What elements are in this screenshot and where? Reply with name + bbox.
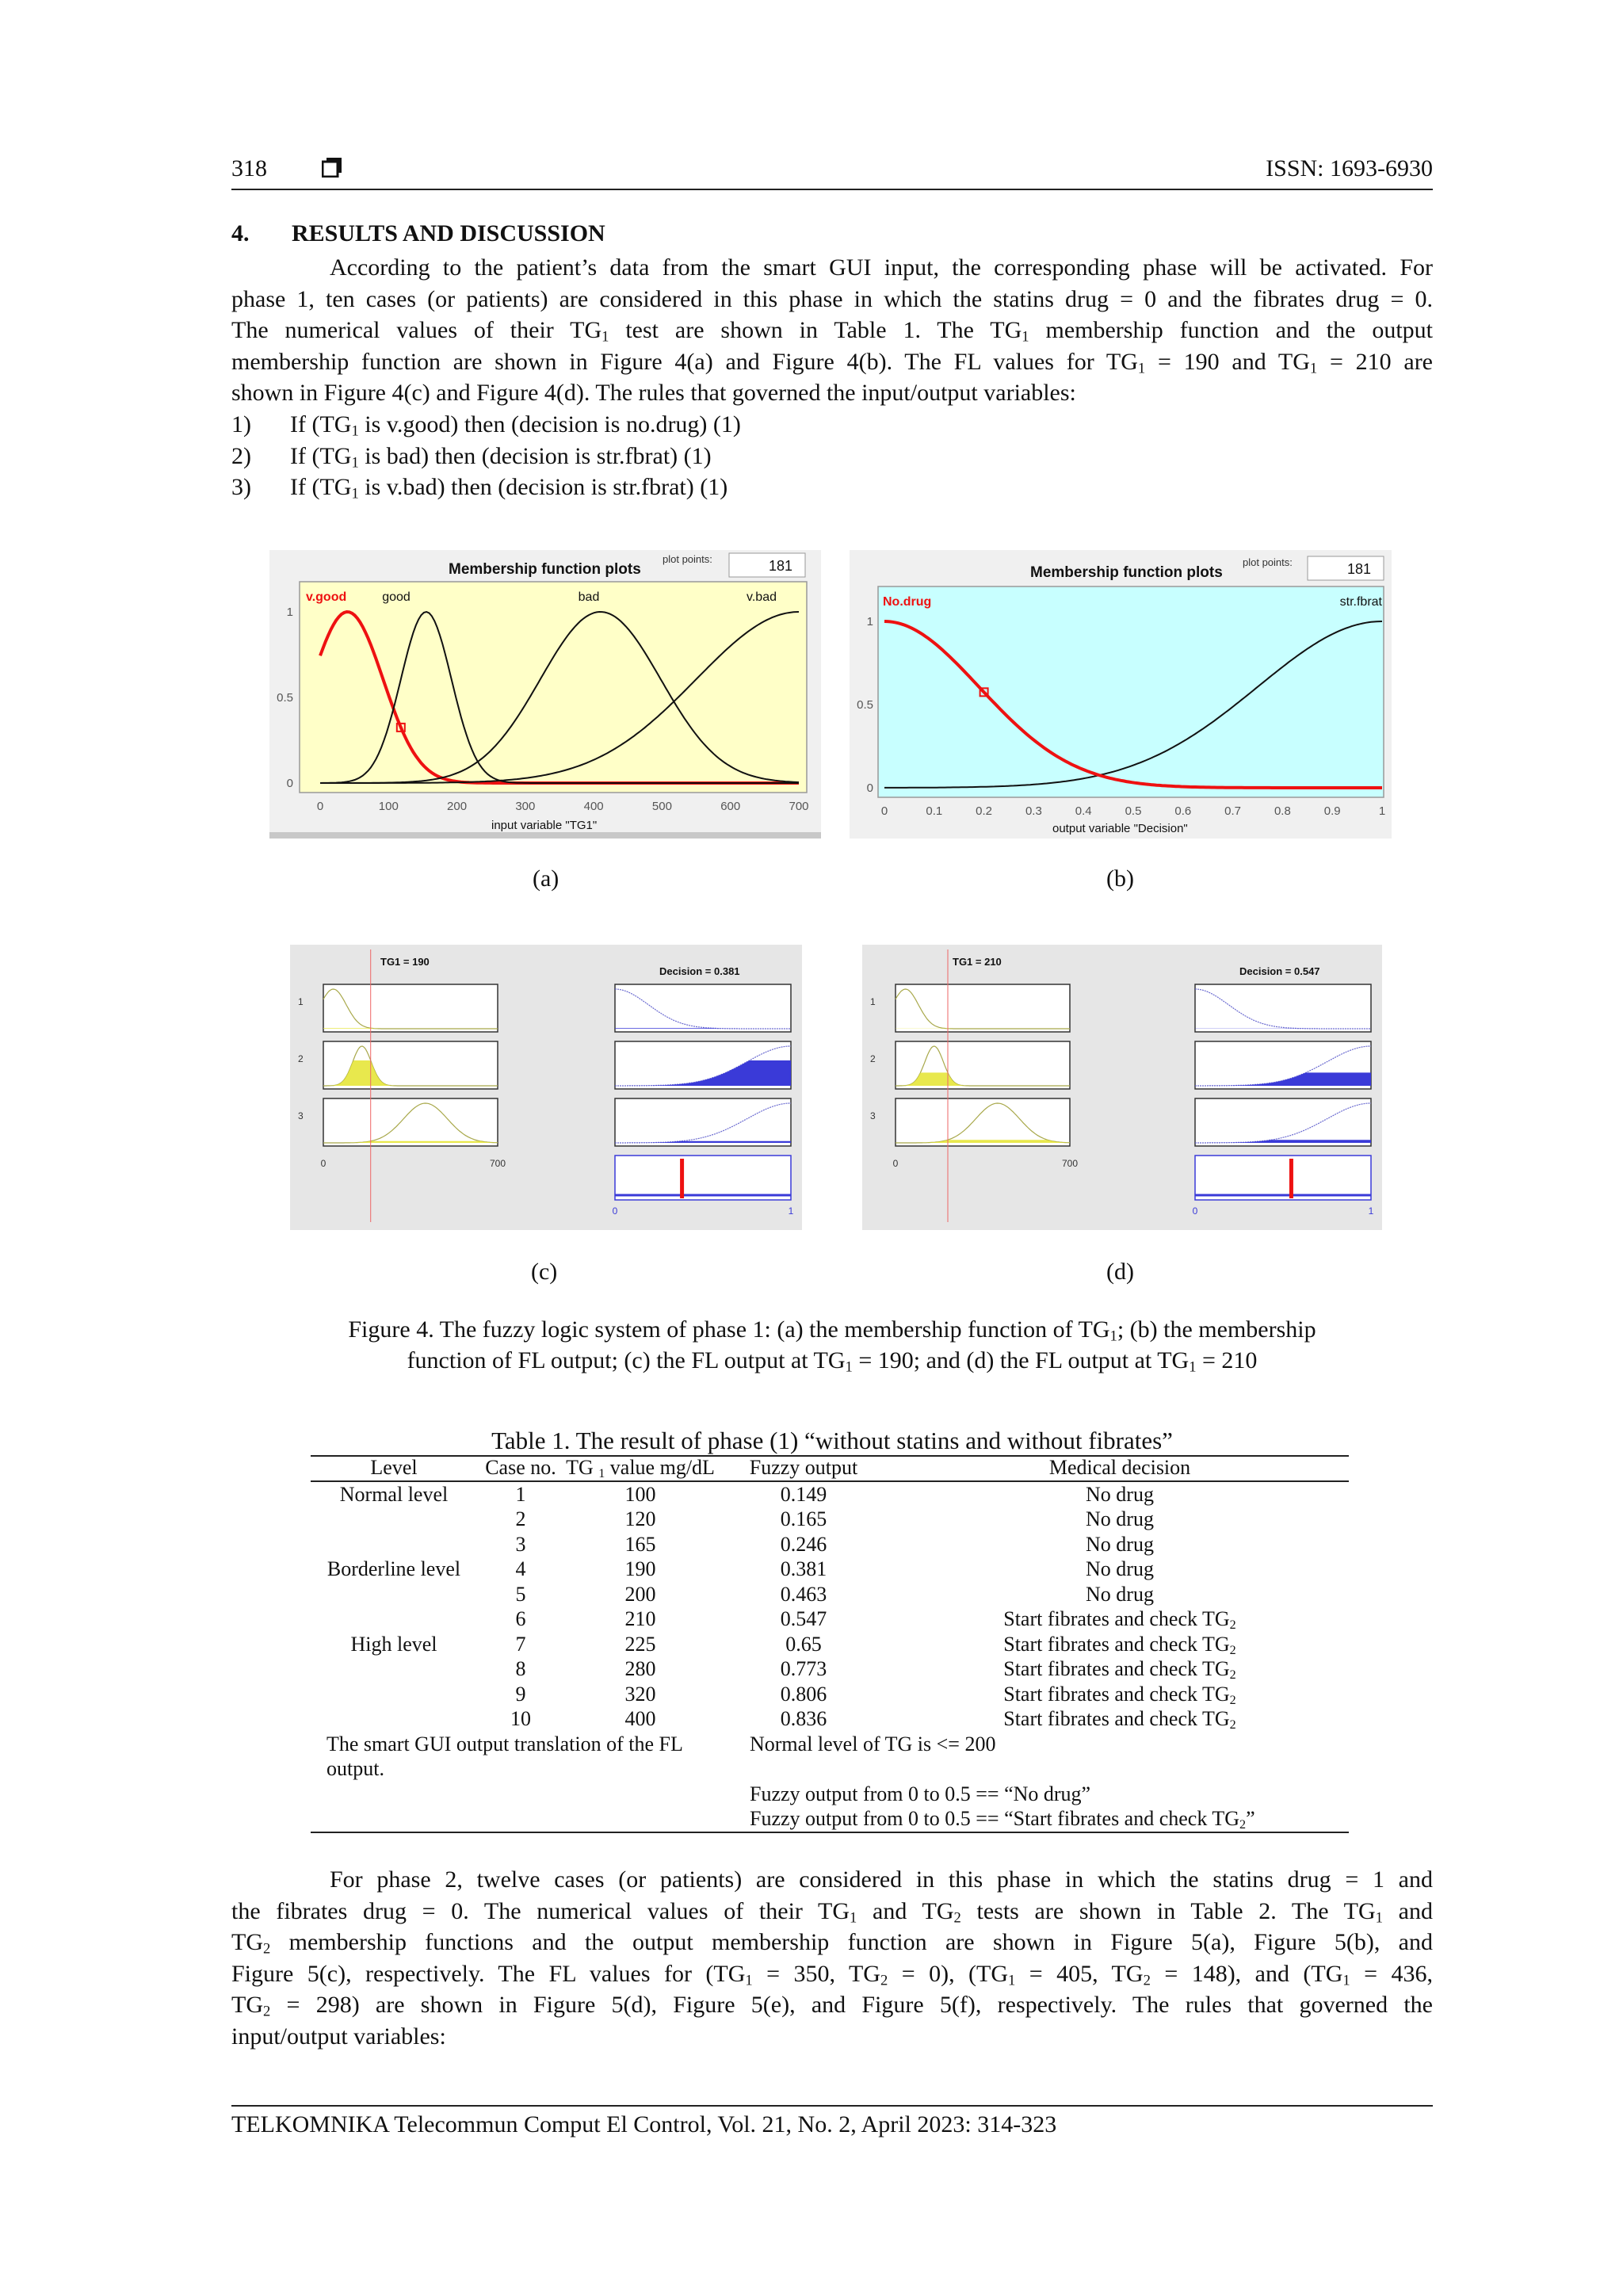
tg-cell: 320 <box>624 1682 656 1706</box>
fuzzy-cell: 0.806 <box>780 1682 827 1706</box>
output-value-title: Decision = 0.547 <box>1239 965 1320 977</box>
x-tick-label: 1 <box>1378 804 1386 818</box>
x-tick-label: 600 <box>720 800 741 813</box>
rule-row-label: 1 <box>870 996 876 1007</box>
x-tick-label: 0.7 <box>1224 804 1242 818</box>
p2-line: Figure 5(c), respectively. The FL values for ($TG_1 = 350$, $TG_2 = 0$), ($TG_1 = 405$, $TG_2 = 148$), and ($TG_1 = 436$, <box>231 1960 1434 1989</box>
case-cell: 1 <box>515 1482 526 1506</box>
y-tick-label: 0 <box>866 781 873 795</box>
plot-points-field[interactable] <box>729 553 805 577</box>
p1-line: shown in Figure 4(c) and Figure 4(d). The rules that governed the input/output variables: <box>231 380 1076 406</box>
page-number: 318 <box>231 155 267 181</box>
x-tick-label: 0.3 <box>1025 804 1042 818</box>
table-row <box>311 1481 1349 1507</box>
tg-cell: 210 <box>624 1607 656 1630</box>
table-row <box>311 1507 1349 1532</box>
mf-label: str.fbrat <box>1339 595 1382 609</box>
output-rule-box[interactable] <box>1195 1098 1371 1146</box>
output-tick-label: 0 <box>1192 1205 1198 1217</box>
footer-note-2: Fuzzy output from 0 to 0.5 == “No drug” <box>750 1782 1091 1805</box>
input-tick-label: 0 <box>320 1158 327 1169</box>
footer-rule <box>231 2105 1433 2107</box>
case-cell: 4 <box>515 1557 526 1580</box>
output-tick-label: 0 <box>612 1205 618 1217</box>
input-value-title: TG1 = 210 <box>953 956 1002 968</box>
plot-title: Membership function plots <box>449 561 641 578</box>
fuzzy-cell: 0.65 <box>785 1632 822 1656</box>
x-tick-label: 100 <box>378 800 399 813</box>
y-tick-label: 0.5 <box>277 691 293 705</box>
p2-line: the fibrates drug = 0. The numerical values of their $TG_1$ and $TG_2$ tests are shown in Table 2. The $TG_1$ and <box>231 1897 1433 1927</box>
x-axis-label: input variable "TG1" <box>491 819 598 832</box>
table-row <box>311 1656 1349 1682</box>
level-cell <box>311 1656 477 1682</box>
case-cell: 7 <box>515 1632 526 1656</box>
tg-cell: 165 <box>624 1532 656 1556</box>
level-cell: Borderline level <box>327 1557 461 1580</box>
x-tick-label: 0.5 <box>1125 804 1142 818</box>
p1-line: phase 1, ten cases (or patients) are considered in this phase in which the statins drug = 0 and the fibrates drug = 0. <box>231 285 1433 312</box>
p2-line: $TG_2$ membership functions and the output membership function are shown in Figure 5(a), Figure 5(b), and <box>231 1929 1433 1958</box>
input-value-title: TG1 = 190 <box>380 956 430 968</box>
paragraph-1 <box>231 252 1433 409</box>
x-tick-label: 500 <box>651 800 672 813</box>
table-footer-row <box>311 1806 1349 1832</box>
input-tick-label: 700 <box>1061 1158 1079 1169</box>
col-header-fuzzy: Fuzzy output <box>716 1455 891 1481</box>
rule-row-label: 1 <box>298 996 304 1007</box>
case-cell: 9 <box>515 1682 526 1706</box>
section-heading <box>231 220 605 247</box>
journal-footer: TELKOMNIKA Telecommun Comput El Control, Vol. 21, No. 2, April 2023: 314-323 <box>231 2111 1057 2137</box>
header-rule <box>231 189 1433 190</box>
case-cell: 2 <box>515 1507 526 1530</box>
decision-cell: Start fibrates and check $TG_2$ <box>1003 1632 1236 1657</box>
p2-line: For phase 2, twelve cases (or patients) are considered in this phase in which the statins drug = 1 and <box>330 1866 1433 1893</box>
rules-list <box>231 409 1433 503</box>
sublabel-c: (c) <box>531 1259 558 1285</box>
tg-cell: 120 <box>624 1507 656 1530</box>
mf-label: v.good <box>306 590 347 604</box>
aggregate-output-box[interactable] <box>1195 1156 1371 1200</box>
rule-row-label: 2 <box>298 1053 304 1064</box>
figure-4a-membership-plot <box>269 550 821 839</box>
case-cell: 5 <box>515 1582 526 1606</box>
col-header-case: Case no. <box>477 1455 564 1481</box>
p2-line: input/output variables: <box>231 2023 446 2050</box>
p1-line: membership function are shown in Figure 4(a) and Figure 4(b). The FL values for $TG_1 = 190$ and $TG_1 = 210$ are <box>231 348 1433 377</box>
rule-row-label: 3 <box>298 1110 304 1121</box>
level-cell <box>311 1532 477 1557</box>
decision-cell: No drug <box>1086 1532 1154 1556</box>
rule-row-label: 2 <box>870 1053 876 1064</box>
col-header-tg: TG $_1$ value mg/dL <box>564 1455 716 1481</box>
case-cell: 3 <box>515 1532 526 1556</box>
x-tick-label: 0.9 <box>1323 804 1341 818</box>
p1-line: According to the patient’s data from the smart GUI input, the corresponding phase will be activated. For <box>330 254 1433 281</box>
tg-cell: 100 <box>624 1482 656 1506</box>
footer-note-3: Fuzzy output from 0 to 0.5 == “Start fibrates and check $TG_2$” <box>716 1806 1349 1832</box>
plot-points-value: 181 <box>1346 561 1371 577</box>
tg-cell: 400 <box>624 1707 656 1730</box>
plot-points-label: plot points: <box>1243 556 1293 568</box>
output-value-title: Decision = 0.381 <box>659 965 740 977</box>
table-row <box>311 1706 1349 1732</box>
output-tick-label: 1 <box>788 1205 794 1217</box>
mf-label: v.bad <box>747 590 777 604</box>
x-tick-label: 400 <box>583 800 604 813</box>
decision-cell: No drug <box>1086 1507 1154 1530</box>
figure-4d-rule-viewer <box>862 945 1382 1230</box>
output-rule-box[interactable] <box>615 1098 791 1146</box>
section-number: 4. <box>231 220 250 246</box>
x-tick-label: 0.2 <box>976 804 993 818</box>
decision-cell: Start fibrates and check $TG_2$ <box>1003 1682 1236 1707</box>
x-tick-label: 0.6 <box>1174 804 1192 818</box>
sublabel-a: (a) <box>533 865 559 892</box>
tg-cell: 225 <box>624 1632 656 1656</box>
table-title: Table 1. The result of phase (1) “without statins and without fibrates” <box>491 1427 1173 1454</box>
input-rule-box[interactable] <box>323 984 498 1032</box>
table-row <box>311 1557 1349 1582</box>
decision-cell: No drug <box>1086 1582 1154 1606</box>
footer-note-1: Normal level of TG is <= 200 <box>750 1732 996 1755</box>
level-cell <box>311 1682 477 1707</box>
decision-cell: No drug <box>1086 1557 1154 1580</box>
results-table <box>311 1455 1349 1833</box>
x-tick-label: 700 <box>789 800 809 813</box>
level-cell: Normal level <box>339 1482 449 1506</box>
figure-caption: Figure 4. The fuzzy logic system of phase 1: (a) the membership function of $TG_1$; (b) the membership function of FL output; (c) the FL output at $TG_1 = 190$; and (d) the FL output at $TG_1 = 210$ <box>348 1316 1316 1376</box>
col-header-decision: Medical decision <box>891 1455 1349 1481</box>
y-tick-label: 1 <box>866 615 873 628</box>
x-tick-label: 200 <box>447 800 468 813</box>
sublabel-b: (b) <box>1106 865 1134 892</box>
decision-cell: Start fibrates and check $TG_2$ <box>1003 1607 1236 1633</box>
square-icon <box>322 157 342 178</box>
x-axis-label: output variable "Decision" <box>1052 822 1188 835</box>
x-tick-label: 0 <box>316 800 324 813</box>
tg-cell: 190 <box>624 1557 656 1580</box>
footer-note-left: The smart GUI output translation of the FL output. <box>327 1732 682 1780</box>
fuzzy-cell: 0.149 <box>780 1482 827 1506</box>
mf-label: No.drug <box>883 595 932 609</box>
rule-item: 3) If ($TG_1$ is v.bad) then (decision is str.fbrat) (1) <box>231 474 728 502</box>
mf-label: good <box>382 590 411 604</box>
tg-cell: 280 <box>624 1657 656 1680</box>
table-row <box>311 1632 1349 1657</box>
fuzzy-cell: 0.246 <box>780 1532 827 1556</box>
decision-cell: No drug <box>1086 1482 1154 1506</box>
table-row <box>311 1606 1349 1632</box>
rule-row-label: 3 <box>870 1110 876 1121</box>
col-header-level: Level <box>311 1455 477 1481</box>
level-cell <box>311 1582 477 1607</box>
plot-points-value: 181 <box>768 558 792 574</box>
x-tick-label: 300 <box>515 800 536 813</box>
decision-cell: Start fibrates and check $TG_2$ <box>1003 1707 1236 1733</box>
fuzzy-cell: 0.547 <box>780 1607 827 1630</box>
aggregate-output-box[interactable] <box>615 1156 791 1200</box>
sublabel-d: (d) <box>1106 1259 1134 1285</box>
x-tick-label: 0.4 <box>1075 804 1092 818</box>
table-row <box>311 1582 1349 1607</box>
plot-points-field[interactable] <box>1308 556 1384 580</box>
table-header-row <box>311 1455 1349 1481</box>
level-cell: High level <box>350 1632 437 1656</box>
input-rule-box[interactable] <box>896 984 1070 1032</box>
decision-cell: Start fibrates and check $TG_2$ <box>1003 1657 1236 1683</box>
y-tick-label: 0.5 <box>857 698 873 712</box>
mf-label: bad <box>578 590 600 604</box>
table-row <box>311 1532 1349 1557</box>
fuzzy-cell: 0.165 <box>780 1507 827 1530</box>
y-tick-label: 1 <box>286 606 293 619</box>
output-rule-box[interactable] <box>1195 984 1371 1032</box>
x-tick-label: 0 <box>880 804 888 818</box>
fuzzy-cell: 0.773 <box>780 1657 827 1680</box>
fuzzy-cell: 0.381 <box>780 1557 827 1580</box>
table-footer-row <box>311 1732 1349 1782</box>
output-tick-label: 1 <box>1368 1205 1374 1217</box>
tg-cell: 200 <box>624 1582 656 1606</box>
level-cell <box>311 1606 477 1632</box>
p1-line: The numerical values of their $TG_1$ test are shown in Table 1. The $TG_1$ membership function and the output <box>231 317 1433 346</box>
output-rule-box[interactable] <box>615 984 791 1032</box>
rule-item: 1) If ($TG_1$ is v.good) then (decision is no.drug) (1) <box>231 411 741 440</box>
case-cell: 10 <box>510 1707 531 1730</box>
level-cell <box>311 1507 477 1532</box>
figure-4c-rule-viewer <box>290 945 802 1230</box>
fuzzy-cell: 0.836 <box>780 1707 827 1730</box>
x-tick-label: 0.1 <box>926 804 943 818</box>
case-cell: 8 <box>515 1657 526 1680</box>
issn: ISSN: 1693-6930 <box>1266 155 1433 181</box>
fuzzy-cell: 0.463 <box>780 1582 827 1606</box>
p2-line: $TG_2 = 298$) are shown in Figure 5(d), Figure 5(e), and Figure 5(f), respectively. The rules that governed the <box>231 1992 1433 2020</box>
section-title: RESULTS AND DISCUSSION <box>292 220 605 246</box>
x-tick-label: 0.8 <box>1274 804 1291 818</box>
case-cell: 6 <box>515 1607 526 1630</box>
table-footer-row <box>311 1782 1349 1807</box>
rule-item: 2) If ($TG_1$ is bad) then (decision is str.fbrat) (1) <box>231 442 712 472</box>
y-tick-label: 0 <box>286 777 293 790</box>
input-tick-label: 0 <box>892 1158 899 1169</box>
level-cell <box>311 1706 477 1732</box>
input-tick-label: 700 <box>489 1158 506 1169</box>
figure-4b-membership-plot <box>850 550 1392 839</box>
plot-points-label: plot points: <box>663 553 712 565</box>
plot-title: Membership function plots <box>1030 564 1223 581</box>
table-row <box>311 1682 1349 1707</box>
paragraph-2 <box>231 1864 1433 2052</box>
